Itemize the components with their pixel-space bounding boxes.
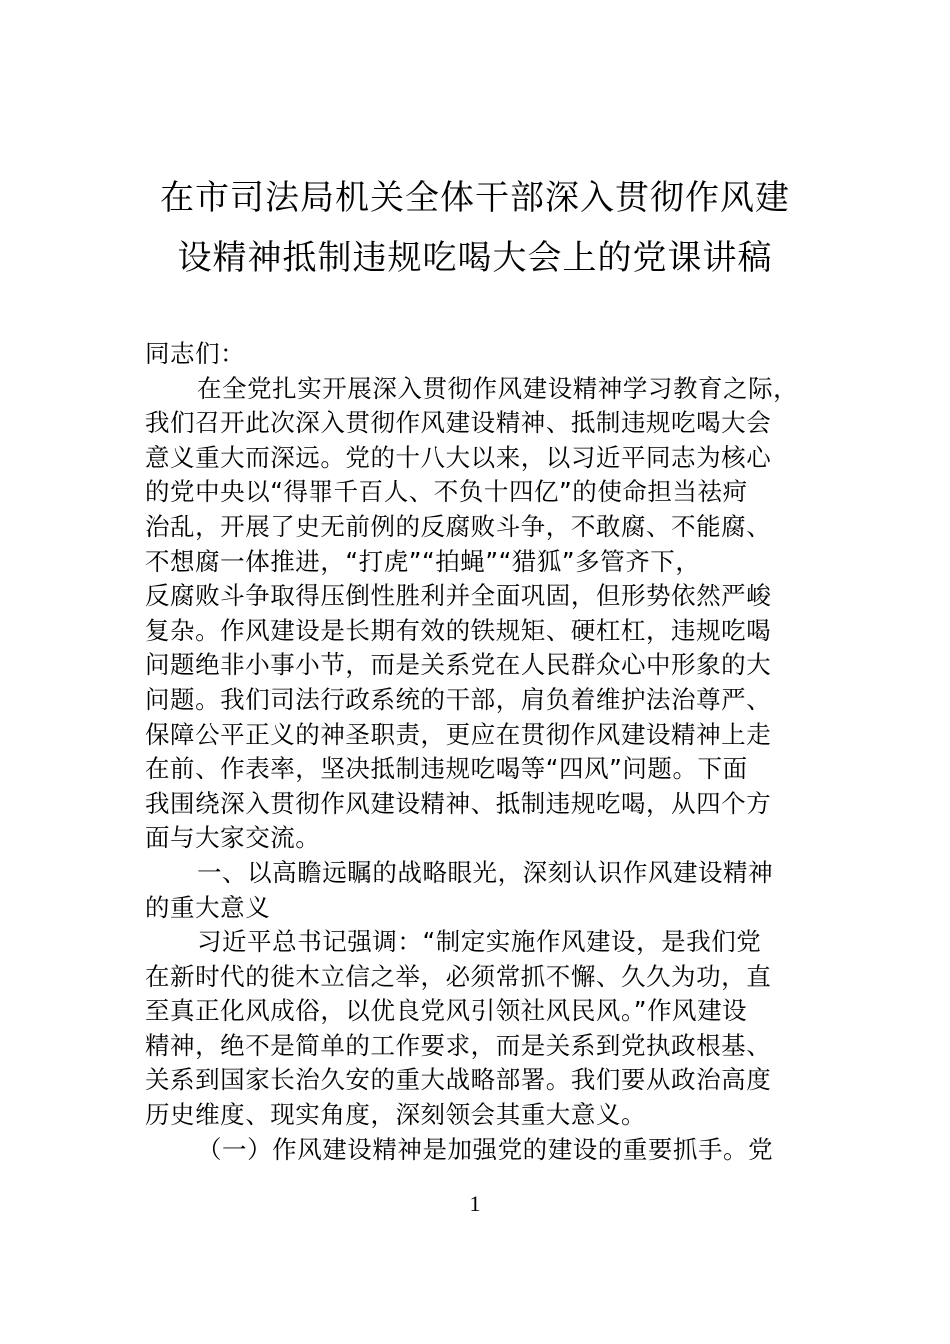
body-line: 一、以高瞻远瞩的战略眼光，深刻认识作风建设精神 <box>197 857 774 887</box>
body-line: 复杂。作风建设是长期有效的铁规矩、硬杠杠，违规吃喝 <box>145 615 772 645</box>
body-line: （一）作风建设精神是加强党的建设的重要抓手。党 <box>197 1134 774 1164</box>
body-line: 历史维度、现实角度，深刻领会其重大意义。 <box>145 1100 646 1130</box>
body-line: 问题。我们司法行政系统的干部，肩负着维护法治尊严、 <box>145 684 772 714</box>
salutation: 同志们： <box>145 339 246 368</box>
document-title-line-1: 在市司法局机关全体干部深入贯彻作风建 <box>160 178 790 218</box>
body-line: 在新时代的徙木立信之举，必须常抓不懈、久久为功，直 <box>145 961 772 991</box>
body-line: 我们召开此次深入贯彻作风建设精神、抵制违规吃喝大会 <box>145 408 772 438</box>
body-line: 的重大意义 <box>145 892 271 922</box>
body-line: 意义重大而深远。党的十八大以来，以习近平同志为核心 <box>145 442 772 472</box>
document-body <box>145 337 845 1167</box>
body-line: 反腐败斗争取得压倒性胜利并全面巩固，但形势依然严峻 <box>145 581 772 611</box>
body-line: 习近平总书记强调：“制定实施作风建设，是我们党 <box>197 927 762 957</box>
body-line: 的党中央以“得罪千百人、不负十四亿”的使命担当祛疴 <box>145 477 748 507</box>
body-line: 治乱，开展了史无前例的反腐败斗争，不敢腐、不能腐、 <box>145 511 772 541</box>
body-line: 面与大家交流。 <box>145 823 321 853</box>
body-line: 至真正化风成俗，以优良党风引领社风民风。”作风建设 <box>145 996 748 1026</box>
document-title-line-2: 设精神抵制违规吃喝大会上的党课讲稿 <box>177 238 773 278</box>
page-number: 1 <box>469 1191 481 1216</box>
body-line: 我围绕深入贯彻作风建设精神、抵制违规吃喝，从四个方 <box>145 788 772 818</box>
body-line: 保障公平正义的神圣职责，更应在贯彻作风建设精神上走 <box>145 719 772 749</box>
body-line: 在前、作表率，坚决抵制违规吃喝等“四风”问题。下面 <box>145 754 748 784</box>
body-line: 不想腐一体推进，“打虎”“拍蝇”“猎狐”多管齐下， <box>145 546 701 576</box>
body-line: 关系到国家长治久安的重大战略部署。我们要从政治高度 <box>145 1065 772 1095</box>
body-line: 在全党扎实开展深入贯彻作风建设精神学习教育之际， <box>197 373 799 403</box>
body-line: 精神，绝不是简单的工作要求，而是关系到党执政根基、 <box>145 1030 772 1060</box>
body-line: 问题绝非小事小节，而是关系党在人民群众心中形象的大 <box>145 650 772 680</box>
